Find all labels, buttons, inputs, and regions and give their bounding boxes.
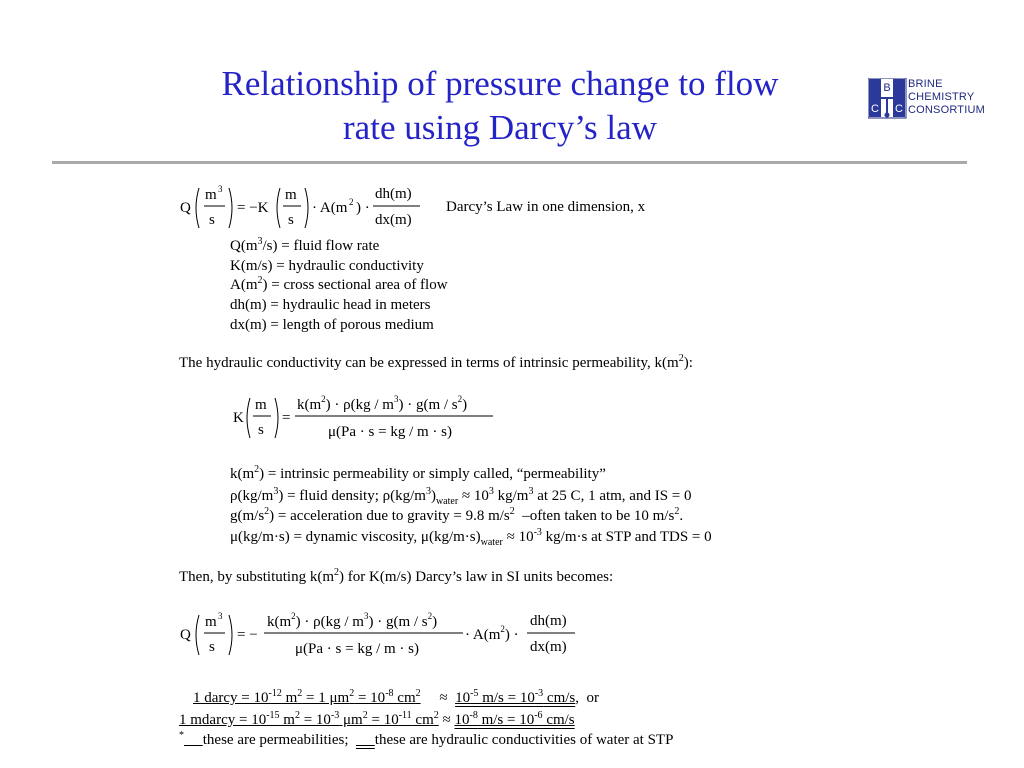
eq3-A: · $A(m^2)$ · (465, 624, 519, 643)
eq1-A2: ) · (356, 200, 370, 216)
svg-text:3: 3 (218, 611, 223, 621)
title-divider (52, 161, 967, 164)
eq1-dx: dx(m) (375, 212, 412, 228)
def-a: $A(m^2)$ = cross sectional area of flow (230, 275, 448, 293)
eq3-denominator: μ(Pa · s = kg / m · s) (295, 641, 419, 657)
eq2-numerator: $k(m^2) \cdot \rho(kg / m^3) \cdot g(m / s^2)$ (297, 394, 468, 413)
def-dx: dx(m) = length of porous medium (230, 317, 434, 333)
def-k: K(m/s) = hydraulic conductivity (230, 258, 424, 274)
eq1-s: s (209, 212, 215, 228)
eq1-dh: dh(m) (375, 186, 412, 202)
eq3-numerator: $k(m^2) \cdot \rho(kg / m^3) \cdot g(m / s^2)$ (267, 611, 438, 630)
conductivity-equation (228, 390, 508, 446)
eq3-s: s (209, 639, 215, 655)
title-line-2: rate using Darcy’s law (343, 108, 657, 147)
logo-word-3: CONSORTIUM (908, 104, 985, 116)
eq3-dh: dh(m) (530, 613, 567, 629)
eq1-m3: m (205, 187, 217, 203)
brine-chemistry-consortium-logo (868, 78, 998, 120)
title-line-1: Relationship of pressure change to flow (221, 64, 779, 103)
darcy-equation-si (175, 607, 585, 663)
svg-text:B: B (883, 82, 891, 94)
def2-k: $k(m^2)$ = intrinsic permeability or simply called, “permeability” (230, 464, 606, 482)
eq2-m: m (255, 397, 267, 413)
units-footnote: * these are permeabilities; these are hydraulic conductivities of water at STP (179, 730, 674, 748)
eq1-m: m (285, 187, 297, 203)
paragraph-substitution: Then, by substituting $k(m^2)$ for K(m/s) Darcy’s law in SI units becomes: (179, 567, 614, 585)
eq1-s2: s (288, 212, 294, 228)
eq2-denominator: μ(Pa · s = kg / m · s) (328, 424, 452, 440)
eq3-dx: dx(m) (530, 639, 567, 655)
eq1-note: Darcy’s Law in one dimension, x (446, 199, 646, 215)
def-q: $Q(m^3/s)$ = fluid flow rate (230, 236, 380, 254)
eq3-m3: m (205, 614, 217, 630)
def-dh: dh(m) = hydraulic head in meters (230, 297, 431, 313)
slide-title (150, 62, 850, 150)
logo-mark-icon (868, 78, 908, 120)
eq2-s: s (258, 422, 264, 438)
eq2-K: K (233, 410, 244, 426)
eq1-A: · A(m (312, 200, 348, 216)
svg-text:3: 3 (218, 184, 223, 194)
svg-text:2: 2 (349, 197, 354, 207)
eq3-Q: Q (180, 627, 191, 643)
paragraph-permeability: The hydraulic conductivity can be expressed in terms of intrinsic permeability, $k(m^2)$: (179, 353, 693, 371)
eq3-eq: = − (237, 627, 258, 643)
svg-text:C: C (871, 103, 879, 115)
units-mdarcy: 1 mdarcy = $10^{-15}$ $m^2 = 10^{-3}$ $\mu m^2 = 10^{-11}$ $cm^2 \approx 10^{-8}$ $m/s = 10^{-6}$ cm/s (179, 710, 575, 728)
darcy-equation-1d (175, 180, 435, 236)
svg-text:=: = (282, 410, 291, 426)
eq1-eqK: = −K (237, 200, 269, 216)
svg-text:C: C (895, 103, 903, 115)
logo-word-2: CHEMISTRY (908, 91, 975, 103)
def2-g: $g(m/s^2)$ = acceleration due to gravity = 9.8 $m/s^2$ –often taken to be 10 $m/s^2$. (230, 506, 684, 524)
def2-mu: μ(kg/m·s) = dynamic viscosity, $\mu(kg/m\cdot s)_{water} \approx 10^{-3}$ kg/m·s at STP and TDS = 0 (230, 527, 712, 548)
units-darcy: 1 darcy = $10^{-12}$ $m^2 = 1$ $\mu m^2 = 10^{-8}$ $cm^2$ ≈ $10^{-5}$ $m/s = 10^{-3}$ cm/s, or (193, 688, 600, 706)
def2-rho: $\rho(kg/m^3)$ = fluid density; $\rho(kg/m^3)_{water} \approx 10^3$ $kg/m^3$ at 25 C, 1 atm, and IS = 0 (230, 486, 692, 507)
logo-word-1: BRINE (908, 78, 943, 90)
eq1-Q: Q (180, 200, 191, 216)
